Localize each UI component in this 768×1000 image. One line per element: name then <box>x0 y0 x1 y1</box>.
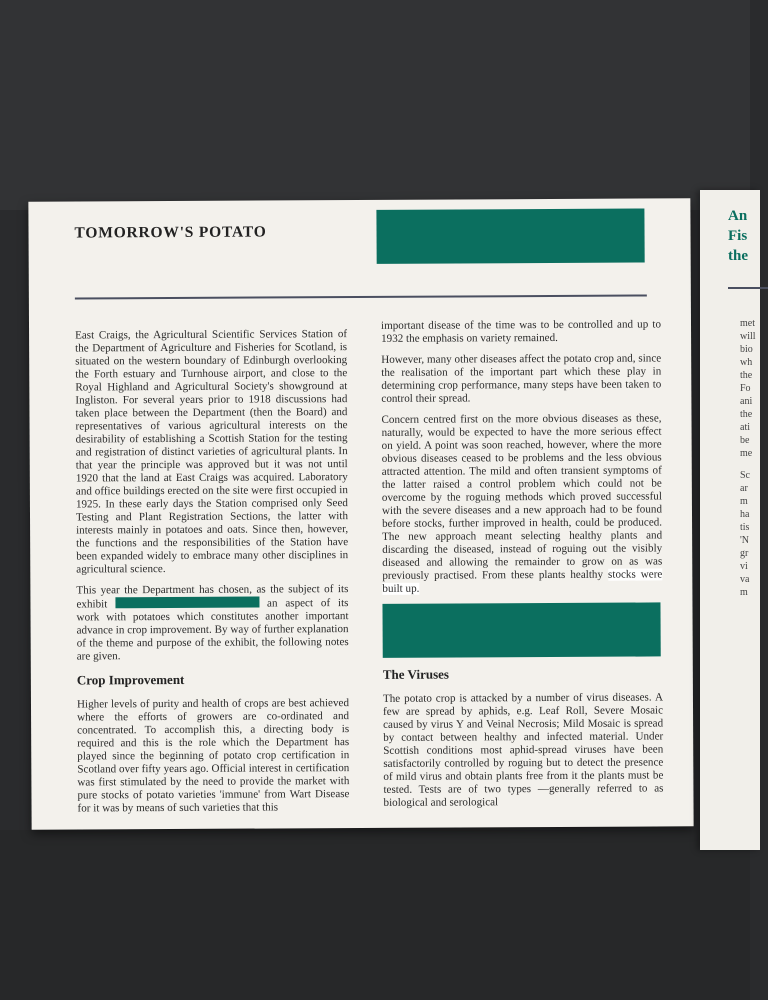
page-title: TOMORROW'S POTATO <box>74 223 267 242</box>
next-heading-line-3: the <box>728 248 748 264</box>
next-text-frag: wh <box>740 357 753 368</box>
background-top <box>0 0 750 210</box>
next-text-frag: ar <box>740 483 748 494</box>
next-heading-line-1: An <box>728 208 748 224</box>
next-text-frag: the <box>740 409 753 420</box>
next-page-rule <box>728 287 768 289</box>
leaflet-page <box>28 198 693 829</box>
next-text-frag: met <box>740 318 755 329</box>
next-heading-line-2: Fis <box>728 228 748 244</box>
next-page-edge <box>700 190 760 850</box>
next-text-frag: 'N <box>740 535 750 546</box>
viruses-paragraph: The potato crop is attacked by a number of virus diseases. A few are spread by aphids, e.g. Leaf Roll, Severe Mosaic caused by virus Y and Veinal Necrosis; Mild Mosaic is spread by contact between healthy and infected material. Under Scottish conditions most aphid-spread viruses have been satisfactorily controlled by roguing but to detect the presence of mild virus and obtain plants free from it the plants must be tested. Tests are of two types —generally referred to as biological and serological <box>382 691 664 809</box>
next-text-frag: the <box>740 370 753 381</box>
next-text-frag: will <box>740 331 756 342</box>
redacted-inline-block <box>115 597 259 609</box>
left-column <box>75 328 350 823</box>
exhibit-text-b: an aspect of its work with potatoes which constitutes another important advance in crop improvement. By way of further explanation of the theme and purpose of the exhibit, the following notes are given. <box>76 597 349 663</box>
highlighted-text: stocks were built up. <box>382 568 663 595</box>
viruses-heading: The Viruses <box>382 666 449 682</box>
next-text-frag: bio <box>740 344 753 355</box>
next-text-frag: va <box>740 574 750 585</box>
right-column <box>381 318 664 817</box>
redacted-header-block <box>376 209 644 264</box>
next-text-frag: ati <box>740 422 750 433</box>
disease-paragraph-3 <box>381 412 662 595</box>
next-text-frag: me <box>740 448 753 459</box>
crop-improvement-heading: Crop Improvement <box>76 671 185 688</box>
next-text-frag: Fo <box>740 383 751 394</box>
next-text-frag: ani <box>740 396 753 407</box>
exhibit-text-a: This year the Department has chosen, as the subject of its exhibit <box>76 583 349 611</box>
next-text-frag: m <box>740 587 748 598</box>
background-table <box>0 830 750 1000</box>
next-text-frag: Sc <box>740 470 750 481</box>
disease-paragraph-2: However, many other diseases affect the potato crop and, since the realisation of the important part which these play in determining crop performance, many steps have been taken to control their spread. <box>381 352 662 405</box>
next-text-frag: be <box>740 435 750 446</box>
redacted-block <box>382 602 660 657</box>
intro-paragraph: East Craigs, the Agricultural Scientific Services Station of the Department of Agriculture and Fisheries for Scotland, is situated on the western boundary of Edinburgh overlooking the Forth estuary and Turnhouse airport, and close to the Royal Highland and Agricultural Society's showground at Ingliston. For several years prior to 1918 discussions had taken place between the Department (then the Board) and representatives of various agricultural interests on the desirability of establishing a Scottish Station for the testing and registration of distinct varieties of agricultural plants. In that year the principle was approved but it was not until 1920 that the land at East Craigs was acquired. Laboratory and office buildings erected on the site were first occupied in 1925. In these early days the Station comprised only Seed Testing and Plant Registration Sections, the latter with interests mainly in potatoes and oats. Since then, however, the functions and the responsibilities of the Station have been expanded widely to embrace many other disciplines in agricultural science. <box>75 328 349 576</box>
disease-paragraph-1: important disease of the time was to be controlled and up to 1932 the emphasis on variety remained. <box>380 318 662 345</box>
next-text-frag: ha <box>740 509 750 520</box>
next-text-frag: gr <box>740 548 749 559</box>
crop-improvement-paragraph: Higher levels of purity and health of crops are best achieved where the efforts of growers are co-ordinated and concentrated. To accomplish this, a directing body is required and this is the role which the Department has played since the beginning of potato crop certification in Scotland over fifty years ago. Official interest in certification was first stimulated by the need to provide the market with pure stocks of potato varieties 'immune' from Wart Disease for it was by means of such varieties that this <box>76 697 350 815</box>
next-text-frag: vi <box>740 561 748 572</box>
exhibit-paragraph <box>76 583 348 663</box>
next-text-frag: m <box>740 496 748 507</box>
disease-paragraph-3-text: Concern centred first on the more obvious diseases as these, naturally, would be expected to have the more serious effect on yield. A point was soon reached, however, where the more obvious diseases ceased to be problems and the less obvious attracted attention. The mild and often transient symptoms of the latter raised a control problem which could not be overcome by the roguing methods which proved successful with the severe diseases and a new approach had to be found before stocks, further improved in health, could be produced. The new approach meant selecting healthy plants and discarding the diseased, instead of roguing out the visibly diseased and allowing the remainder to grow on as was previously practised. From these plants healthy <box>381 412 663 582</box>
next-text-frag: tis <box>740 522 750 533</box>
header-rule <box>75 295 647 300</box>
